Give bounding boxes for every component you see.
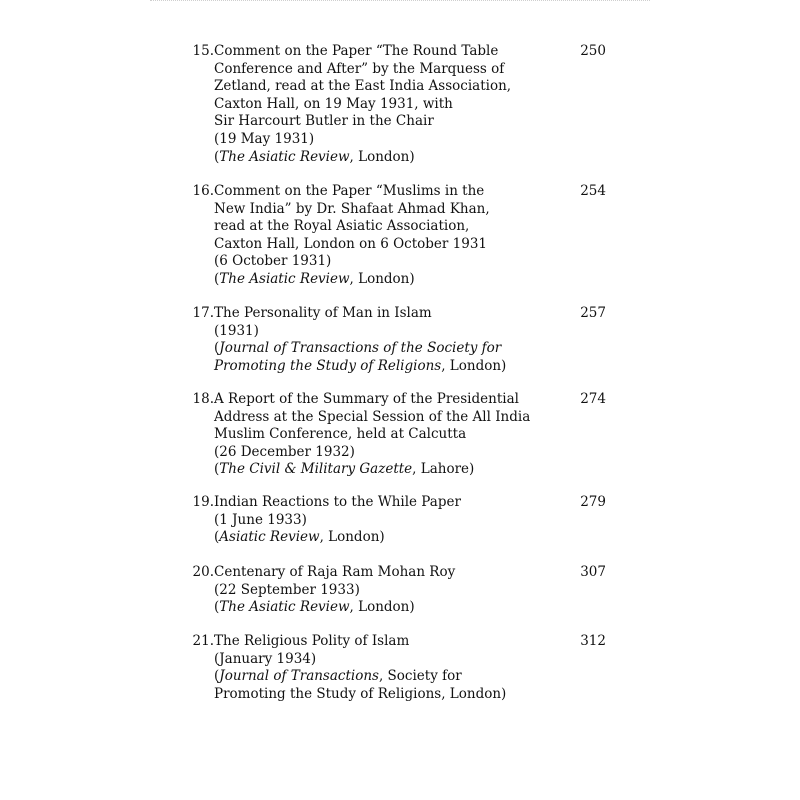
toc-entry-18 (188, 391, 608, 479)
entry-number: 21. (192, 633, 214, 649)
entry-source: (The Asiatic Review, London) (214, 599, 415, 616)
entry-title-line: The Religious Polity of Islam (214, 633, 410, 649)
entry-page-number: 279 (580, 494, 606, 510)
entry-source: (The Civil & Military Gazette, Lahore) (214, 461, 475, 478)
entry-page-number: 307 (580, 564, 606, 580)
entry-body (214, 391, 531, 479)
entry-source-continued: Promoting the Study of Religions, London) (214, 685, 507, 702)
source-title: Journal of Transactions (219, 668, 379, 685)
entry-source: (Journal of Transactions of the Society for (214, 340, 502, 357)
entry-title-line: Indian Reactions to the While Paper (214, 494, 461, 510)
entry-title-line: Caxton Hall, on 19 May 1931, with (214, 95, 453, 112)
source-title: The Asiatic Review (219, 148, 350, 165)
entry-date: (22 September 1933) (214, 581, 360, 598)
entry-source-continued: Promoting the Study of Religions, London) (214, 357, 507, 374)
entry-title-line: Caxton Hall, London on 6 October 1931 (214, 235, 488, 252)
entry-source: (Journal of Transactions, Society for (214, 668, 462, 685)
entry-number: 20. (192, 564, 214, 580)
entry-title-line: Comment on the Paper “Muslims in the (214, 183, 485, 199)
entry-source: (The Asiatic Review, London) (214, 270, 415, 287)
entry-title-line: Comment on the Paper “The Round Table (214, 43, 499, 59)
entry-title-line: Zetland, read at the East India Association, (214, 78, 512, 95)
entry-number: 19. (192, 494, 214, 510)
source-title: The Asiatic Review (219, 599, 350, 616)
entry-title-line: A Report of the Summary of the Presidential (214, 391, 519, 407)
entry-number: 18. (192, 391, 214, 407)
entry-title-line: The Personality of Man in Islam (214, 305, 432, 321)
entry-date: (6 October 1931) (214, 253, 332, 270)
toc-entry-21 (188, 633, 608, 703)
toc-entry-15 (188, 43, 608, 166)
page-top-edge (150, 0, 650, 4)
entry-body (214, 494, 514, 547)
toc-entry-19 (188, 494, 608, 547)
entry-number: 15. (192, 43, 214, 59)
entry-page-number: 250 (580, 43, 606, 59)
entry-date: (1 June 1933) (214, 511, 307, 528)
entry-body (214, 43, 514, 166)
entry-body (214, 564, 514, 617)
source-title-continued: Promoting the Study of Religions (214, 357, 442, 374)
entry-number: 17. (192, 305, 214, 321)
toc-entry-20 (188, 564, 608, 617)
entry-page-number: 254 (580, 183, 606, 199)
entry-number: 16. (192, 183, 214, 199)
entry-page-number: 274 (580, 391, 606, 407)
source-title: The Civil & Military Gazette (219, 461, 413, 478)
entry-page-number: 257 (580, 305, 606, 321)
entry-date: (26 December 1932) (214, 443, 355, 460)
entry-title-line: Centenary of Raja Ram Mohan Roy (214, 564, 456, 580)
entry-title-line: New India” by Dr. Shafaat Ahmad Khan, (214, 200, 490, 217)
entry-source: (The Asiatic Review, London) (214, 148, 415, 165)
source-title: Asiatic Review (219, 529, 320, 546)
entry-date: (1931) (214, 322, 259, 339)
source-title: The Asiatic Review (219, 270, 350, 287)
toc-entry-17 (188, 305, 608, 375)
entry-body (214, 633, 514, 703)
entry-page-number: 312 (580, 633, 606, 649)
entry-date: (19 May 1931) (214, 130, 315, 147)
entry-title-line: Muslim Conference, held at Calcutta (214, 426, 467, 443)
entry-date: (January 1934) (214, 650, 317, 667)
source-title: Journal of Transactions of the Society for (219, 340, 502, 357)
entry-body (214, 305, 514, 375)
toc-entry-16 (188, 183, 608, 289)
entry-title-line: Sir Harcourt Butler in the Chair (214, 113, 434, 130)
entry-title-line: Address at the Special Session of the All India (214, 408, 531, 425)
entry-title-line: Conference and After” by the Marquess of (214, 60, 505, 77)
entry-body (214, 183, 514, 289)
entry-title-line: read at the Royal Asiatic Association, (214, 218, 470, 235)
entry-source: (Asiatic Review, London) (214, 529, 385, 546)
